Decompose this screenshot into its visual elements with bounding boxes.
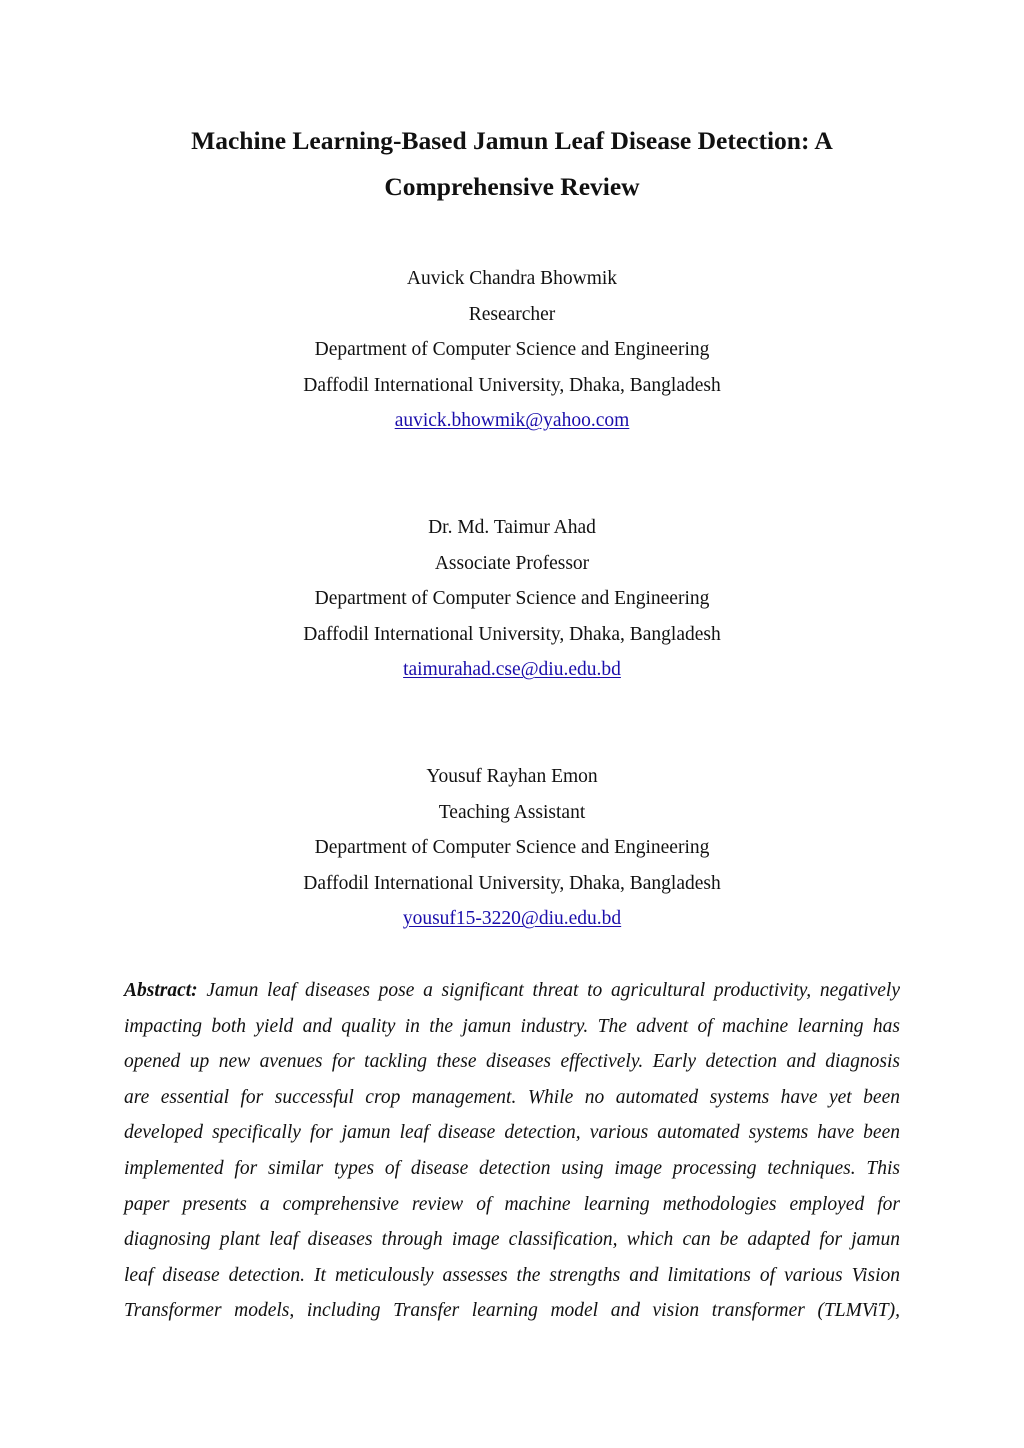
author-role: Associate Professor bbox=[434, 552, 590, 574]
paper-title bbox=[124, 118, 900, 210]
abstract-line: diagnosing plant leaf diseases through image classification, which can be adapted for jamun bbox=[124, 1229, 900, 1251]
abstract-label: Abstract: bbox=[124, 980, 198, 1001]
author-affiliation: Daffodil International University, Dhaka, Bangladesh bbox=[303, 623, 721, 645]
author-affiliation: Daffodil International University, Dhaka, Bangladesh bbox=[303, 872, 721, 894]
paper-title-line-2: Comprehensive Review bbox=[384, 172, 640, 201]
author-affiliation: Daffodil International University, Dhaka, Bangladesh bbox=[303, 374, 721, 396]
abstract-line: opened up new avenues for tackling these diseases effectively. Early detection and diagnosis bbox=[124, 1051, 900, 1073]
author-department: Department of Computer Science and Engineering bbox=[314, 837, 710, 859]
author-email-link[interactable]: taimurahad.cse@diu.edu.bd bbox=[403, 659, 621, 681]
paper-title-line-1: Machine Learning-Based Jamun Leaf Disease Detection: A bbox=[191, 126, 833, 155]
author-role: Researcher bbox=[468, 303, 556, 325]
abstract-paragraph bbox=[124, 973, 900, 1329]
author-block-1 bbox=[200, 261, 824, 439]
abstract-line-text: Jamun leaf diseases pose a significant threat to agricultural productivity, negatively bbox=[197, 980, 900, 1001]
author-name: Dr. Md. Taimur Ahad bbox=[428, 517, 596, 538]
author-name: Auvick Chandra Bhowmik bbox=[406, 268, 618, 289]
author-block-2 bbox=[200, 510, 824, 688]
abstract-line: Transformer models, including Transfer learning model and vision transformer (TLMViT), bbox=[124, 1300, 900, 1322]
author-block-3 bbox=[200, 759, 824, 937]
author-department: Department of Computer Science and Engineering bbox=[314, 588, 710, 610]
author-department: Department of Computer Science and Engineering bbox=[314, 339, 710, 361]
abstract-line: developed specifically for jamun leaf disease detection, various automated systems have been bbox=[124, 1122, 900, 1144]
author-role: Teaching Assistant bbox=[438, 801, 586, 823]
abstract-line: implemented for similar types of disease detection using image processing techniques. This bbox=[124, 1157, 900, 1179]
abstract-line bbox=[124, 973, 900, 1009]
abstract-line: are essential for successful crop management. While no automated systems have yet been bbox=[124, 1086, 900, 1108]
abstract-line: impacting both yield and quality in the jamun industry. The advent of machine learning has bbox=[124, 1015, 900, 1037]
author-email-link[interactable]: auvick.bhowmik@yahoo.com bbox=[394, 410, 630, 432]
author-email-link[interactable]: yousuf15-3220@diu.edu.bd bbox=[402, 908, 622, 930]
abstract-line: paper presents a comprehensive review of machine learning methodologies employed for bbox=[124, 1193, 900, 1215]
abstract-line: leaf disease detection. It meticulously assesses the strengths and limitations of various Vision bbox=[124, 1264, 900, 1286]
author-name: Yousuf Rayhan Emon bbox=[426, 766, 598, 787]
